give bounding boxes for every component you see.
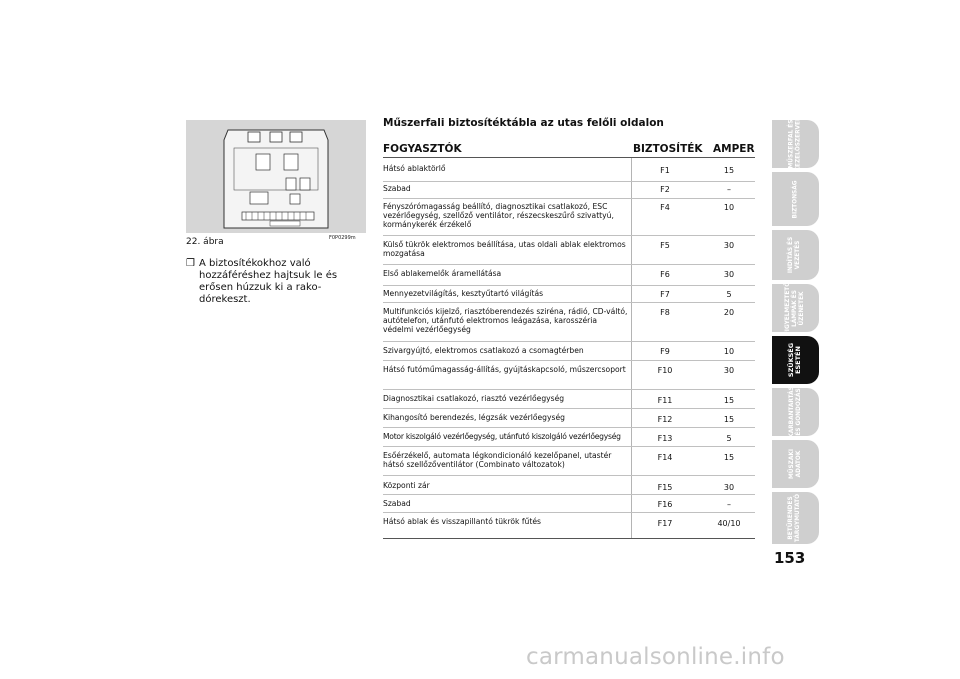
page-number: 153 <box>774 549 806 567</box>
note-text: A biztosítékokhoz való hozzáféréshez hajtsuk le és erősen húzzuk ki a rako- dórekeszt. <box>199 258 338 305</box>
row-amp: 30 <box>723 366 735 375</box>
figure-caption: 22. ábra <box>186 237 224 247</box>
row-divider <box>383 360 755 361</box>
row-fuse: F6 <box>660 270 670 279</box>
side-tab-warning-lights[interactable] <box>772 281 819 335</box>
side-tab-label: MŰSZAKI ADATOK <box>788 449 802 479</box>
row-amp: 5 <box>726 434 732 443</box>
side-tab-label: KARBANTARTÁS ÉS GONDOZÁS <box>788 386 802 438</box>
row-consumer: Hátsó ablaktörlő <box>383 164 446 173</box>
row-consumer: Esőérzékelő, automata légkondicionáló kezelőpanel, utastér hátsó szellőzőventilátor (Combinato változatok) <box>383 451 612 470</box>
row-fuse: F4 <box>660 203 670 212</box>
row-amp: 40/10 <box>717 519 741 528</box>
row-amp: – <box>727 185 731 194</box>
row-amp: 30 <box>723 241 735 250</box>
row-fuse: F1 <box>660 166 670 175</box>
checkbox-bullet-icon: ❒ <box>186 258 195 269</box>
row-fuse: F12 <box>657 415 673 424</box>
side-tab-label: SZÜKSÉG ESETÉN <box>787 342 803 378</box>
side-tab-maintenance[interactable] <box>772 388 819 436</box>
header-amp: AMPER <box>713 143 755 155</box>
row-consumer: Multifunkciós kijelző, riasztóberendezés sziréna, rádió, CD-váltó, autótelefon, utánfutó elektromos leágazása, karosszéria védelmi vezérlőegység <box>383 307 628 335</box>
row-amp: 20 <box>723 308 735 317</box>
row-fuse: F7 <box>660 290 670 299</box>
row-fuse: F5 <box>660 241 670 250</box>
row-consumer: Külső tükrök elektromos beállítása, utas oldali ablak elektromos mozgatása <box>383 240 626 259</box>
row-divider <box>383 494 755 495</box>
row-fuse: F16 <box>657 500 673 509</box>
header-consumers: FOGYASZTÓK <box>383 143 462 155</box>
side-tab-label: INDÍTÁS ÉS VEZETÉS <box>788 236 802 274</box>
row-divider <box>383 198 755 199</box>
row-consumer: Központi zár <box>383 481 430 490</box>
row-consumer: Fényszórómagasság beállító, diagnosztikai csatlakozó, ESC vezérlőegység, szellőző ventilátor, részecskeszűrő szivattyú, kormánykerék érzékelő <box>383 202 614 230</box>
side-tab-label: FIGYELMEZTETŐ LÁMPÁK ÉS ÜZENETEK <box>785 281 806 335</box>
row-consumer: Hátsó ablak és visszapillantó tükrök fűtés <box>383 517 541 526</box>
row-divider <box>383 389 755 390</box>
row-divider <box>383 181 755 182</box>
row-consumer: Hátsó futóműmagasság-állítás, gyújtáskapcsoló, műszercsoport <box>383 365 626 374</box>
figure-code: F0P0299m <box>329 235 356 241</box>
side-tab-technical-data[interactable] <box>772 440 819 488</box>
row-consumer: Szabad <box>383 184 411 193</box>
row-fuse: F8 <box>660 308 670 317</box>
row-amp: 15 <box>723 396 735 405</box>
row-amp: 30 <box>723 270 735 279</box>
row-amp: 15 <box>723 166 735 175</box>
fuse-box-figure <box>186 120 366 233</box>
row-amp: 5 <box>726 290 732 299</box>
row-consumer: Kihangosító berendezés, légzsák vezérlőegység <box>383 413 565 422</box>
row-divider <box>383 446 755 447</box>
row-divider <box>383 512 755 513</box>
watermark: carmanualsonline.info <box>526 644 785 670</box>
side-tab-index[interactable] <box>772 492 819 544</box>
table-bottom-rule <box>383 538 755 539</box>
row-fuse: F17 <box>657 519 673 528</box>
side-tab-dashboard-controls[interactable] <box>772 116 819 172</box>
table-header <box>383 142 755 158</box>
row-divider <box>383 285 755 286</box>
row-divider <box>383 264 755 265</box>
row-consumer: Motor kiszolgáló vezérlőegység, utánfutó kiszolgáló vezérlőegység <box>383 432 621 441</box>
side-tab-label: BETŰRENDES TÁRGYMUTATÓ <box>788 493 802 543</box>
row-amp: 15 <box>723 453 735 462</box>
row-consumer: Mennyezetvilágítás, kesztyűtartó világítás <box>383 289 544 298</box>
row-fuse: F9 <box>660 347 670 356</box>
row-divider <box>383 302 755 303</box>
header-fuse: BIZTOSÍTÉK <box>633 143 703 155</box>
row-consumer: Szivargyújtó, elektromos csatlakozó a csomagtérben <box>383 346 584 355</box>
row-amp: 10 <box>723 203 735 212</box>
side-tab-starting-driving[interactable] <box>772 230 819 280</box>
side-tab-safety[interactable] <box>772 172 819 226</box>
side-tab-label: MŰSZERFAL ÉS KEZELŐSZERVEK <box>788 116 802 172</box>
row-divider <box>383 341 755 342</box>
row-consumer: Diagnosztikai csatlakozó, riasztó vezérlőegység <box>383 394 565 403</box>
side-tab-label: BIZTONSÁG <box>792 180 798 218</box>
row-consumer: Szabad <box>383 499 411 508</box>
row-fuse: F10 <box>657 366 673 375</box>
row-fuse: F15 <box>657 483 673 492</box>
row-divider <box>383 475 755 476</box>
side-tab-emergency[interactable] <box>772 336 819 384</box>
row-divider <box>383 235 755 236</box>
row-amp: 30 <box>723 483 735 492</box>
row-consumer: Első ablakemelők áramellátása <box>383 269 502 278</box>
row-amp: 10 <box>723 347 735 356</box>
row-fuse: F13 <box>657 434 673 443</box>
row-divider <box>383 427 755 428</box>
row-divider <box>383 408 755 409</box>
row-fuse: F2 <box>660 185 670 194</box>
column-divider <box>631 158 632 538</box>
fuse-box-drawing <box>186 120 366 233</box>
row-amp: 15 <box>723 415 735 424</box>
row-fuse: F14 <box>657 453 673 462</box>
table-title: Műszerfali biztosítéktábla az utas felőli oldalon <box>383 117 664 129</box>
row-fuse: F11 <box>657 396 673 405</box>
instruction-note <box>186 258 368 306</box>
row-amp: – <box>727 500 731 509</box>
